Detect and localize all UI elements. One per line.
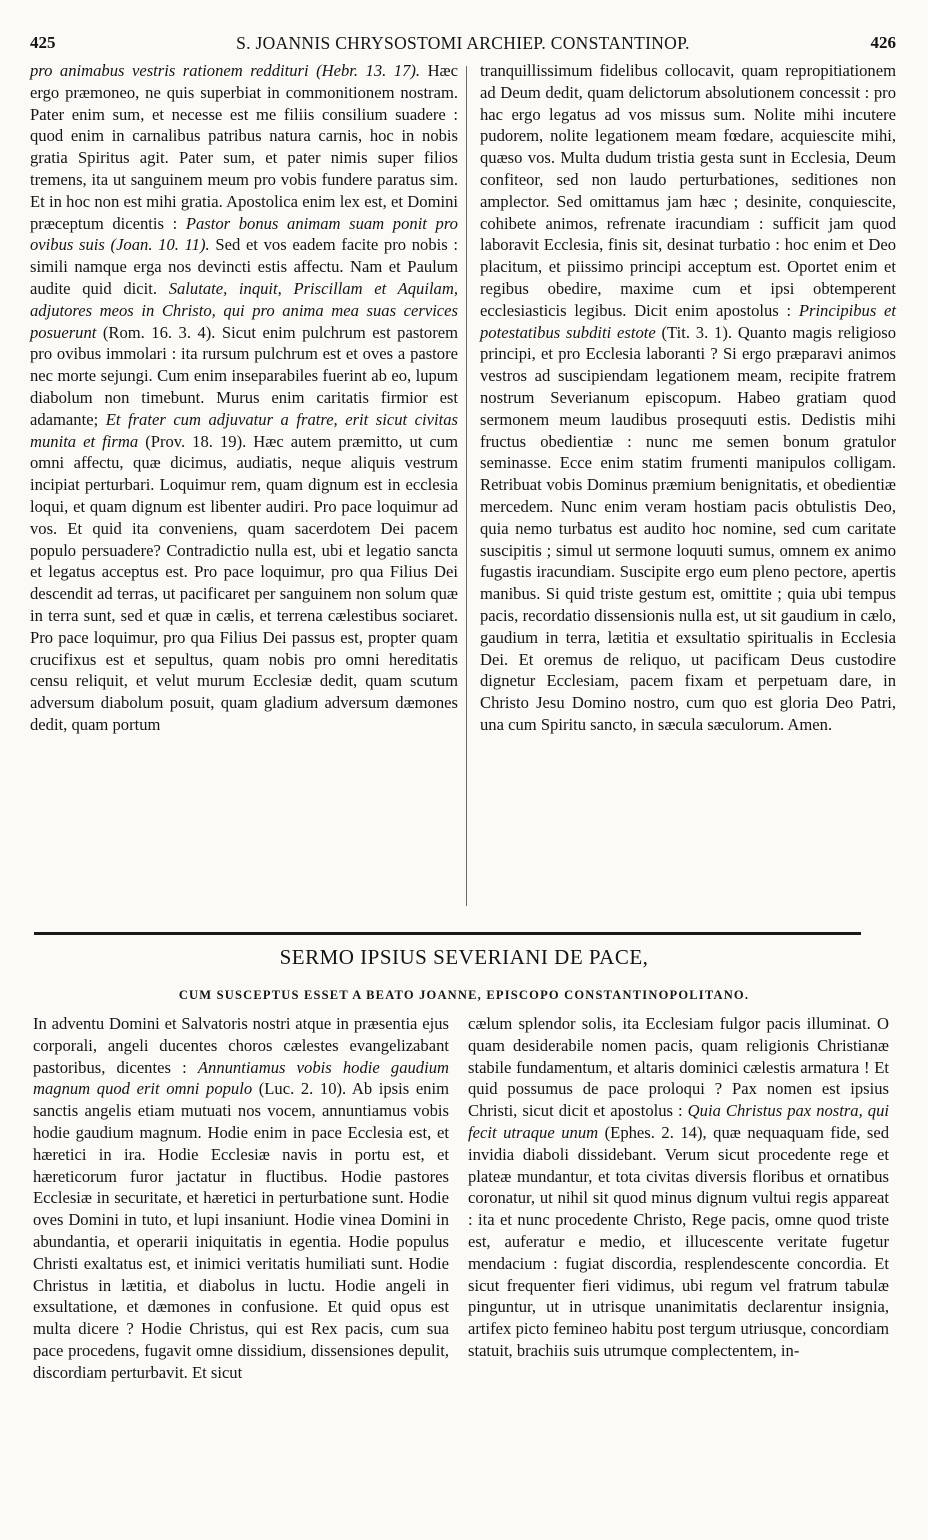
text-run: Sed et vos eadem facite pro nobis : simili namque erga nos devincti estis affectu. Nam et Paulum audite quid dicit. <box>30 235 458 298</box>
text-column-bottom-left <box>33 1013 449 1384</box>
running-header <box>30 33 896 59</box>
paragraph <box>468 1013 889 1362</box>
section-rule <box>34 932 861 935</box>
sermon-subtitle: CUM SUSCEPTUS ESSET A BEATO JOANNE, EPISCOPO CONSTANTINOPOLITANO. <box>178 988 750 1002</box>
paragraph <box>480 60 896 736</box>
text-run: Hæc ergo præmoneo, ne quis superbiat in commonitionem nostram. Pater enim sum, et necesse est me filiis consilium suadere : quod enim in carnalibus patribus natura carnis, hoc in nobis gratia Spiritus agit. Pater sum, et pater nimis super filios tremens, ita ut sanguinem meum pro vobis fundere paratus sim. Et in hoc non est mihi gratia. Apostolica enim lex est, et Domini præceptum dicentis : <box>30 61 458 233</box>
text-run: In adventu Domini et Salvatoris nostri atque in præsentia ejus corporali, angeli ducentes choros cælestes evangelizabant pastoribus, dicentes : <box>33 1014 449 1077</box>
paragraph <box>30 60 458 736</box>
text-run: (Tit. 3. 1). Quanto magis religioso principi, et pro Ecclesia laboranti ? Si ergo præparavi animos vestros ad suscipiendam legationem meam, recipite fratrem nostrum Severianum episcopum. Habeo gratiam quod sermonem meum laudibus prosequuti estis. Dedistis mihi fructus obedientiæ : nunc me semen bonum gratulor seminasse. Ecce enim statim frumenti manipulos colligam. Retribuat vobis Dominus præmium benignitatis, et obedientiæ mercedem. Nunc enim veram hostiam pacis obtulistis Deo, quia nemo turbatus est audito hoc nomine, sed cum caritate suscipitis ; simul ut sermone loquuti sumus, omnem ex animo fugastis iracundiam. Suscipite ergo eum pleno pectore, apertis manibus. Si quid triste gestum est, omittite ; quia ubi tempus pacis, recordatio dissensionis nulla est, ut sit gaudium in cælo, gaudium in terra, lætitia et exsultatio spiritualis in Ecclesia Dei. Et oremus de reliquo, ut pacificam Deus custodire dignetur Ecclesiam, pacem fixam et perpetuam dare, in Christo Jesu Domino nostro, cum quo est gloria Deo Patri, una cum Spiritu sancto, in sæcula sæculorum. Amen. <box>480 322 897 734</box>
page-number-left: 425 <box>30 33 56 52</box>
italic-citation: Principibus et potestatibus subditi estote <box>480 300 897 342</box>
text-run: (Prov. 18. 19). Hæc autem præmitto, ut cum omni affectu, quæ dicimus, audiatis, neque aliquis vestrum incipiat perturbari. Loquimur rem, quam dignum est in ecclesia loqui, et quam dignum est libenter audiri. Pro pace loquimur ad vos. Et quid ita conveniens, quam sacerdotem Dei pacem populo persuadere? Contradictio nulla est, ubi et legatio sancta et legatus acceptus est. Pro pace loquimur, pro qua Filius Dei descendit ad terras, ut pacificaret per sanguinem non solum quæ in terra sunt, sed et quæ in cælis, et terrena cælestibus sociaret. Pro pace loquimur, pro qua Filius Dei passus est, propter quam crucifixus est et sepultus, quam nobis pro omni hereditatis censu reliquit, et velut murum Ecclesiæ dedit, quam scutum adversum diabolum posuit, quam gladium adversum dæmones dedit, quam portum <box>30 431 459 734</box>
italic-citation: Annuntiamus vobis hodie gaudium magnum quod erit omni populo <box>33 1057 449 1099</box>
italic-citation: pro animabus vestris rationem reddituri (Hebr. 13. 17). <box>30 61 421 80</box>
italic-citation: Et frater cum adjuvatur a fratre, erit sicut civitas munita et firma <box>30 409 458 451</box>
page-number-right: 426 <box>870 33 896 52</box>
text-column-top-left <box>30 60 458 736</box>
text-run: cælum splendor solis, ita Ecclesiam fulgor pacis illuminat. O quam desiderabile nomen pacis, quam religionis Christianæ stabile fundamentum, et altaris dominici cælestis armatura ! Et quid possumus de pace proloqui ? Pax nomen est ipsius Christi, sicut dicit et apostolus : <box>468 1014 889 1121</box>
italic-citation: Quia Christus pax nostra, qui fecit utraque unum <box>468 1101 889 1142</box>
sermon-title: SERMO IPSIUS SEVERIANI DE PACE, <box>279 945 649 969</box>
text-column-bottom-right <box>468 1013 889 1362</box>
text-run: tranquillissimum fidelibus collocavit, quam repropitiationem ad Deum dedit, quam delictorum absolutionem concessit : pro hac ergo legatus ad vos missus sum. Nolite mihi incutere pudorem, nolite legationem meam fœdare, acquiescite mihi, quæso vos. Multa dudum tristia gesta sunt in Ecclesia, Deum confiteor, sed non laudo perturbationes, seditiones non amplector. Sed omittamus jam hæc ; desinite, conquiescite, cohibete animos, refrenate iracundiam : sufficit jam quod laboravit Ecclesia, finis sit, desinat turbatio : hoc enim et Deo placitum, et piissimo principi acceptum est. Oportet enim et regibus obedire, maxime cum et ipsi obtemperent ecclesiasticis legibus. Dicit enim apostolus : <box>480 61 896 320</box>
text-run: (Rom. 16. 3. 4). Sicut enim pulchrum est pastorem pro ovibus immolari : ita rursum pulchrum est et oves a pastore nec morte sejungi. Cum enim inseparabiles fuerint ab eo, lupum diabolum non timebunt. Murus enim caritatis firmior est adamante; <box>30 322 458 429</box>
text-column-top-right <box>480 60 896 736</box>
running-title: S. JOANNIS CHRYSOSTOMI ARCHIEP. CONSTANTINOP. <box>236 33 690 53</box>
italic-citation: Salutate, inquit, Priscillam et Aquilam, adjutores meos in Christo, qui pro anima mea suas cervices posuerunt <box>30 278 458 342</box>
paragraph <box>33 1013 449 1384</box>
italic-citation: Pastor bonus animam suam ponit pro ovibus suis (Joan. 10. 11). <box>30 213 458 255</box>
column-divider <box>466 66 467 906</box>
text-run: (Ephes. 2. 14), quæ nequaquam fide, sed invidia diaboli dissidebant. Verum sicut procedente rege et plateæ mundantur, et tota civitas diversis floribus et ornatibus coronatur, ut nihil sit quod minus dignum vultui regis appareat : ita et nunc procedente Christo, Rege pacis, omne quod triste est, auferatur e medio, et illucescente veritate fugetur mendacium : fugiat discordia, resplendescente concordia. Et sicut frequenter fieri vidimus, ubi regum vel fratrum tabulæ pinguntur, ut in utrisque unanimitatis declarentur insignia, artifex picto femineo habitu post tergum utriusque, concordiam statuit, brachiis suis utrumque complectentem, in- <box>468 1122 889 1360</box>
text-run: (Luc. 2. 10). Ab ipsis enim sanctis angelis etiam mutuati nos vocem, annuntiamus vobis hodie gaudium magnum. Hodie enim in pace Ecclesia est, et hæretici in ira. Hodie Ecclesiæ navis in portu est, et hæreticorum furor jactatur in fluctibus. Hodie pastores Ecclesiæ in securitate, et hæretici in perturbatione sunt. Hodie oves Domini in tuto, et lupi insaniunt. Hodie vinea Domini in abundantia, et operarii iniquitatis in egentia. Hodie populus Christi exaltatus est, et inimici veritatis humiliati sunt. Hodie Christus in lætitia, et diabolus in luctu. Hodie angeli in exsultatione, et dæmones in confusione. Et quid opus est multa dicere ? Hodie Christus, qui est Rex pacis, cum sua pace procedens, fugavit omne dissidium, dissensiones depulit, discordiam perturbavit. Et sicut <box>33 1079 449 1382</box>
